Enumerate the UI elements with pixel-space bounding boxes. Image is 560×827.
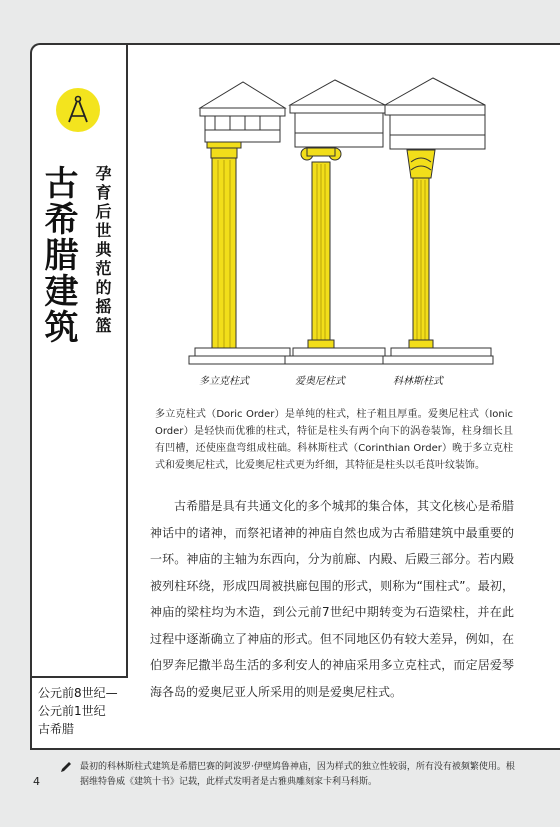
period-line: 公元前8世纪— (38, 686, 118, 700)
period-line: 古希腊 (38, 722, 75, 736)
corinthian-label: 科林斯柱式 (393, 376, 443, 387)
doric-label: 多立克柱式 (199, 376, 249, 387)
page-title: 古希腊建筑 (38, 165, 78, 345)
greek-orders-illustration (185, 70, 525, 390)
doric-order-drawing (189, 82, 290, 364)
footnote (62, 760, 522, 790)
page-subtitle: 孕育后世典范的摇篮 (93, 165, 112, 336)
ionic-order-drawing (285, 80, 385, 364)
ionic-label: 爱奥尼柱式 (295, 376, 345, 387)
footnote-text: 最初的科林斯柱式建筑是希腊巴赛的阿波罗·伊壁鸠鲁神庙，因为样式的独立性较弱，所有没有被频繁使用。根据维特鲁威《建筑十书》记载，此样式发明者是古雅典雕刻家卡利马科斯。 (80, 762, 515, 787)
figure-caption: 多立克柱式（Doric Order）是单纯的柱式，柱子粗且厚重。爱奥尼柱式（Ionic Order）是轻快而优雅的柱式，特征是柱头有两个向下的涡卷装饰，柱身细长且有凹槽，还使座盘弯组成柱础。科林斯柱式（Corinthian Order）晚于多立克柱式和爱奥尼柱式，比爱奥尼柱式更为纤细，其特征是柱头以毛茛叶纹装饰。 (155, 409, 513, 471)
sidebar (32, 45, 128, 748)
period-box (32, 676, 128, 748)
corinthian-order-drawing (383, 78, 493, 364)
pencil-icon (60, 761, 72, 779)
period-line: 公元前1世纪 (38, 704, 106, 718)
compass-a-icon (56, 88, 100, 132)
page-number: 4 (33, 775, 40, 788)
body-paragraph: 古希腊是具有共通文化的多个城邦的集合体，其文化核心是希腊神话中的诸神，而祭祀诸神的神庙自然也成为古希腊建筑中最重要的一环。神庙的主轴为东西向，分为前廊、内殿、后殿三部分。若内殿被列柱环绕，形成四周被拱廊包围的形式，则称为“围柱式”。最初，神庙的梁柱均为木造，到公元前7世纪中期转变为石造梁柱，并在此过程中逐渐确立了神庙的形式。但不同地区仍有较大差异，例如，在伯罗奔尼撒半岛生活的多利安人的神庙采用多立克柱式，而定居爱琴海各岛的爱奥尼亚人所采用的则是爱奥尼柱式。 (150, 499, 514, 699)
